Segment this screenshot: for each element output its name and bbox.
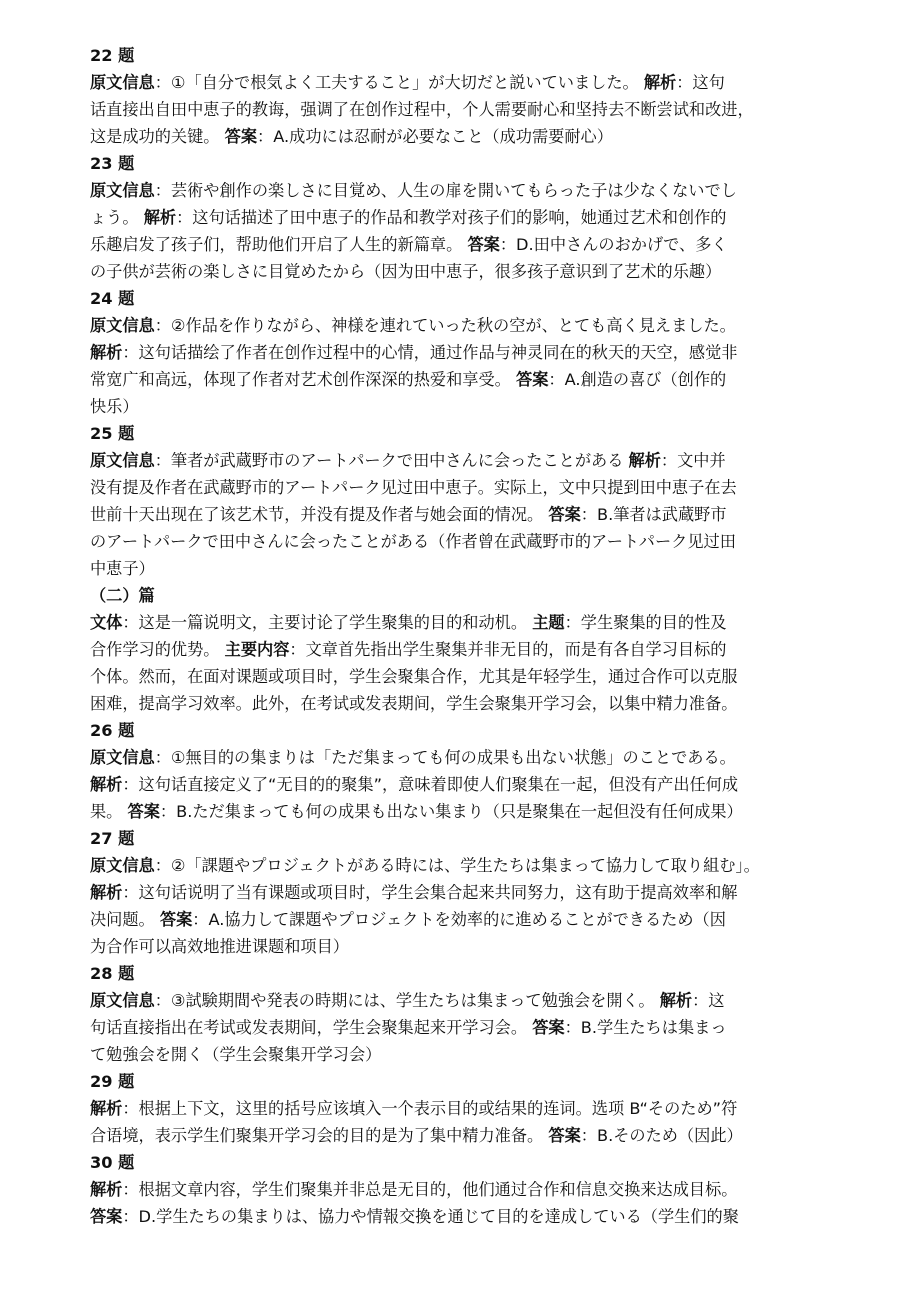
bold-label: 解析	[90, 775, 123, 794]
text-run: ：D.田中さんのおかげで、多く	[499, 235, 728, 254]
text-run: 为合作可以高效地推进课题和项目）	[90, 937, 349, 956]
bold-label: 解析	[90, 343, 123, 362]
bold-label: 25 题	[90, 424, 135, 443]
section-heading	[90, 1149, 812, 1176]
text-line	[90, 771, 812, 798]
text-run: ：根据文章内容，学生们聚集并非总是无目的，他们通过合作和信息交换来达成目标。	[122, 1180, 738, 1199]
text-run: ：这句话描绘了作者在创作过程中的心情，通过作品与神灵同在的秋天的天空，感觉非	[122, 343, 738, 362]
bold-label: 24 题	[90, 289, 135, 308]
text-run: ：③試験期間や発表の時期には、学生たちは集まって勉強会を開く。	[154, 991, 660, 1010]
text-run: 合作学习的优势。	[90, 640, 225, 659]
text-line	[90, 339, 812, 366]
bold-label: 30 题	[90, 1153, 135, 1172]
text-line	[90, 690, 812, 717]
text-run: て勉強会を開く（学生会聚集开学习会）	[90, 1045, 382, 1064]
bold-label: 解析	[143, 208, 177, 227]
section-heading	[90, 420, 812, 447]
text-run: ：这句	[676, 73, 725, 92]
bold-label: 解析	[643, 73, 677, 92]
text-line	[90, 393, 812, 420]
bold-label: 原文信息	[90, 451, 155, 470]
text-line	[90, 1095, 812, 1122]
text-run: 困难，提高学习效率。此外，在考试或发表期间，学生会聚集开学习会，以集中精力准备。	[90, 694, 738, 713]
text-line	[90, 312, 812, 339]
bold-label: （二）篇	[90, 586, 155, 605]
text-run: ：根据上下文，这里的括号应该填入一个表示目的或结果的连词。选项 B“そのため”符	[122, 1099, 738, 1118]
text-line	[90, 744, 812, 771]
text-run: ：文章首先指出学生聚集并非无目的，而是有各自学习目标的	[289, 640, 727, 659]
text-line	[90, 501, 812, 528]
text-run: ：B.筆者は武蔵野市	[580, 505, 727, 524]
bold-label: 原文信息	[90, 316, 155, 335]
text-line	[90, 663, 812, 690]
text-run: 句话直接指出在考试或发表期间，学生会聚集起来开学习会。	[90, 1018, 533, 1037]
text-line	[90, 123, 812, 150]
bold-label: 解析	[659, 991, 693, 1010]
bold-label: 原文信息	[90, 73, 155, 92]
section-heading	[90, 825, 812, 852]
bold-label: 22 题	[90, 46, 135, 65]
text-run: ：A.協力して課題やプロジェクトを効率的に進めることができるため（因	[192, 910, 726, 929]
bold-label: 原文信息	[90, 991, 155, 1010]
bold-label: 23 题	[90, 154, 135, 173]
text-run: ：B.学生たちは集まっ	[564, 1018, 727, 1037]
text-run: ：D.学生たちの集まりは、協力や情報交換を通じて目的を達成している（学生们的聚	[122, 1207, 739, 1226]
bold-label: 答案	[516, 370, 549, 389]
text-line	[90, 258, 812, 285]
text-line	[90, 1203, 812, 1230]
bold-label: 解析	[628, 451, 661, 470]
bold-label: 答案	[159, 910, 193, 929]
text-line	[90, 69, 812, 96]
text-line	[90, 204, 812, 231]
bold-label: 答案	[127, 802, 160, 821]
bold-label: 主要内容	[224, 640, 290, 659]
text-line	[90, 906, 812, 933]
text-run: 果。	[90, 802, 128, 821]
text-run: ：筆者が武蔵野市のアートパークで田中さんに会ったことがある	[154, 451, 629, 470]
text-line	[90, 933, 812, 960]
bold-label: 答案	[548, 505, 581, 524]
text-run: 话直接出自田中恵子的教诲，强调了在创作过程中，个人需要耐心和坚持去不断尝试和改进，	[90, 100, 754, 119]
text-run: ：A.成功には忍耐が必要なこと（成功需要耐心）	[257, 127, 613, 146]
text-run: 决问题。	[90, 910, 160, 929]
text-run: ：芸術や創作の楽しさに目覚め、人生の扉を開いてもらった子は少なくないでし	[154, 181, 737, 200]
text-run: ょう。	[90, 208, 144, 227]
text-line	[90, 231, 812, 258]
text-line	[90, 177, 812, 204]
text-run: ：这	[692, 991, 725, 1010]
text-line	[90, 447, 812, 474]
text-line	[90, 879, 812, 906]
text-run: 没有提及作者在武蔵野市的アートパーク见过田中恵子。实际上，文中只提到田中恵子在去	[90, 478, 737, 497]
text-run: 个体。然而，在面对课题或项目时，学生会聚集合作，尤其是年轻学生，通过合作可以克服	[90, 667, 738, 686]
text-line	[90, 474, 812, 501]
bold-label: 解析	[90, 1180, 123, 1199]
text-line	[90, 555, 812, 582]
section-heading	[90, 960, 812, 987]
bold-label: 原文信息	[90, 181, 155, 200]
section-heading	[90, 42, 812, 69]
text-run: ：这句话说明了当有课题或项目时，学生会集合起来共同努力，这有助于提高效率和解	[122, 883, 738, 902]
section-heading	[90, 582, 812, 609]
text-run: 快乐）	[90, 397, 139, 416]
text-run: 常宽广和高远，体现了作者对艺术创作深深的热爱和享受。	[90, 370, 517, 389]
text-run: ：B.ただ集まっても何の成果も出ない集まり（只是聚集在一起但没有任何成果）	[159, 802, 743, 821]
text-run: ：②作品を作りながら、神様を連れていった秋の空が、とても高く見えました。	[154, 316, 736, 335]
section-heading	[90, 717, 812, 744]
bold-label: 27 题	[90, 829, 135, 848]
bold-label: 解析	[90, 883, 123, 902]
text-line	[90, 366, 812, 393]
text-run: ：②「課題やプロジェクトがある時には、学生たちは集まって協力して取り組む」。	[154, 856, 760, 875]
bold-label: 26 题	[90, 721, 135, 740]
text-run: の子供が芸術の楽しさに目覚めたから（因为田中恵子，很多孩子意识到了艺术的乐趣）	[90, 262, 722, 281]
bold-label: 答案	[532, 1018, 565, 1037]
text-run: ：学生聚集的目的性及	[564, 613, 727, 632]
text-line	[90, 96, 812, 123]
bold-label: 答案	[548, 1126, 581, 1145]
text-run: ：①「自分で根気よく工夫すること」が大切だと説いていました。	[154, 73, 644, 92]
text-line	[90, 528, 812, 555]
text-run: ：①無目的の集まりは「ただ集まっても何の成果も出ない状態」のことである。	[154, 748, 736, 767]
text-line	[90, 636, 812, 663]
section-heading	[90, 1068, 812, 1095]
text-run: ：这句话描述了田中恵子的作品和教学对孩子们的影响，她通过艺术和创作的	[176, 208, 727, 227]
bold-label: 答案	[224, 127, 258, 146]
section-heading	[90, 285, 812, 312]
bold-label: 原文信息	[90, 856, 155, 875]
text-line	[90, 852, 812, 879]
text-run: ：文中并	[660, 451, 726, 470]
text-run: 合语境，表示学生们聚集开学习会的目的是为了集中精力准备。	[90, 1126, 549, 1145]
text-line	[90, 1014, 812, 1041]
bold-label: 原文信息	[90, 748, 155, 767]
bold-label: 主题	[532, 613, 565, 632]
text-line	[90, 798, 812, 825]
text-line	[90, 1041, 812, 1068]
section-heading	[90, 150, 812, 177]
text-run: 世前十天出现在了该艺术节，并没有提及作者与她会面的情况。	[90, 505, 549, 524]
text-run: ：B.そのため（因此）	[580, 1126, 743, 1145]
text-run: ：这句话直接定义了“无目的的聚集”，意味着即使人们聚集在一起，但没有产出任何成	[122, 775, 739, 794]
bold-label: 29 题	[90, 1072, 135, 1091]
text-run: ：A.創造の喜び（创作的	[548, 370, 727, 389]
text-run: 中恵子）	[90, 559, 155, 578]
bold-label: 答案	[467, 235, 500, 254]
text-run: ：这是一篇说明文，主要讨论了学生聚集的目的和动机。	[122, 613, 533, 632]
text-line	[90, 609, 812, 636]
text-run: 乐趣启发了孩子们，帮助他们开启了人生的新篇章。	[90, 235, 468, 254]
bold-label: 答案	[90, 1207, 123, 1226]
bold-label: 28 题	[90, 964, 135, 983]
text-line	[90, 1176, 812, 1203]
text-line	[90, 1122, 812, 1149]
bold-label: 文体	[90, 613, 123, 632]
text-run: 这是成功的关键。	[90, 127, 225, 146]
text-run: のアートパークで田中さんに会ったことがある（作者曾在武蔵野市的アートパーク见过田	[90, 532, 736, 551]
text-line	[90, 987, 812, 1014]
bold-label: 解析	[90, 1099, 123, 1118]
